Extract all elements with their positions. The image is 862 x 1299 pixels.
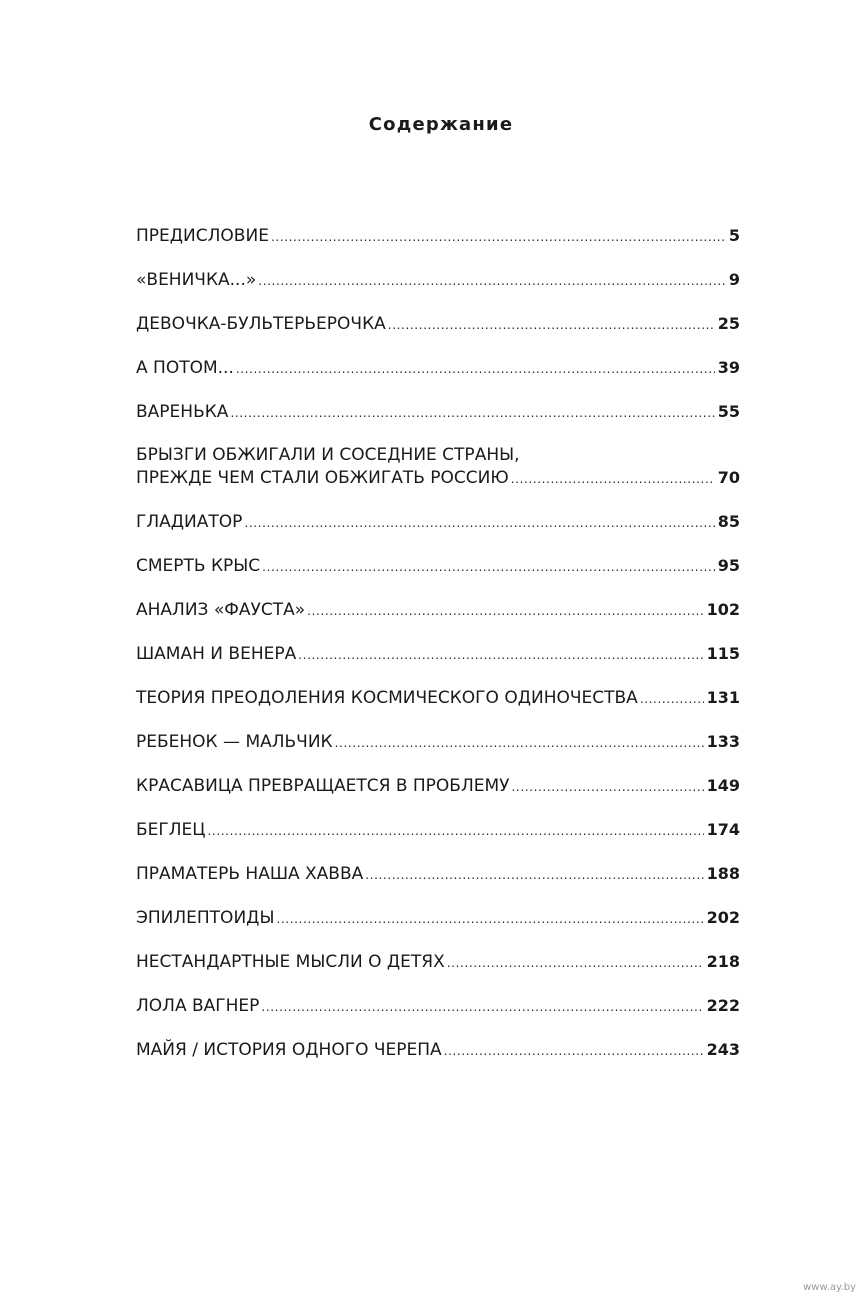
dot-leader — [335, 733, 704, 755]
site-watermark: www.ay.by — [803, 1282, 856, 1293]
toc-entry — [136, 599, 740, 623]
toc-entry — [136, 819, 740, 843]
toc-entry — [136, 863, 740, 887]
toc-page-number: 102 — [706, 599, 740, 619]
toc-entry-row — [136, 995, 740, 1019]
toc-entry-title-line: БРЫЗГИ ОБЖИГАЛИ И СОСЕДНИЕ СТРАНЫ, — [136, 445, 520, 465]
dot-leader — [271, 227, 726, 249]
toc-entry — [136, 775, 740, 799]
toc-entry-title: МАЙЯ / ИСТОРИЯ ОДНОГО ЧЕРЕПА — [136, 1039, 442, 1060]
toc-page-number: 222 — [706, 995, 740, 1015]
toc-entry — [136, 731, 740, 755]
toc-page-number: 218 — [706, 951, 740, 971]
toc-entry — [136, 951, 740, 975]
toc-entry-row — [136, 401, 740, 425]
toc-entry-title: ПРАМАТЕРЬ НАША ХАВВА — [136, 863, 364, 884]
toc-entry-title: «ВЕНИЧКА...» — [136, 270, 257, 290]
toc-entry — [136, 687, 740, 711]
toc-entry-row — [136, 907, 740, 931]
toc-page-number: 85 — [717, 511, 740, 531]
toc-entry-row — [136, 555, 740, 579]
dot-leader — [261, 997, 703, 1019]
toc-entry-row — [136, 511, 740, 535]
toc-entry-row — [136, 269, 740, 293]
toc-entry-title: ЛОЛА ВАГНЕР — [136, 995, 260, 1016]
dot-leader — [512, 777, 704, 799]
toc-entry — [136, 511, 740, 535]
toc-entry-title: ПРЕЖДЕ ЧЕМ СТАЛИ ОБЖИГАТЬ РОССИЮ — [136, 467, 509, 488]
toc-entry-row — [136, 951, 740, 975]
toc-page-number: 131 — [706, 687, 740, 707]
dot-leader — [307, 601, 703, 623]
dot-leader — [244, 513, 714, 535]
toc-entry-title: ГЛАДИАТОР — [136, 511, 243, 532]
toc-entry-title: А ПОТОМ... — [136, 358, 234, 378]
toc-entry — [136, 401, 740, 425]
toc-entry-title: ТЕОРИЯ ПРЕОДОЛЕНИЯ КОСМИЧЕСКОГО ОДИНОЧЕСТВА — [136, 687, 638, 708]
toc-entry-title: НЕСТАНДАРТНЫЕ МЫСЛИ О ДЕТЯХ — [136, 951, 445, 972]
toc-entry-row — [136, 357, 740, 381]
toc-entry — [136, 269, 740, 293]
toc-entry — [136, 1039, 740, 1063]
toc-entry-title: СМЕРТЬ КРЫС — [136, 555, 261, 576]
toc-page-number: 149 — [706, 775, 740, 795]
toc-entry — [136, 907, 740, 931]
dot-leader — [640, 689, 704, 711]
toc-entry-title: ПРЕДИСЛОВИЕ — [136, 226, 269, 246]
toc-page-number: 55 — [717, 402, 740, 421]
table-of-contents — [136, 225, 740, 1083]
toc-entry-row — [136, 1039, 740, 1063]
toc-entry-row — [136, 467, 740, 491]
page-title: Содержание — [368, 114, 514, 135]
toc-entry-title: ВАРЕНЬКА — [136, 402, 229, 422]
toc-entry — [136, 357, 740, 381]
dot-leader — [258, 271, 726, 293]
toc-entry-title: АНАЛИЗ «ФАУСТА» — [136, 599, 306, 620]
toc-entry-row — [136, 599, 740, 623]
toc-page-number: 95 — [717, 555, 740, 575]
toc-entry — [136, 643, 740, 667]
toc-entry — [136, 225, 740, 249]
toc-entry-row — [136, 313, 740, 337]
toc-entry-row — [136, 225, 740, 249]
toc-entry-row — [136, 731, 740, 755]
toc-entry-title: КРАСАВИЦА ПРЕВРАЩАЕТСЯ В ПРОБЛЕМУ — [136, 775, 510, 796]
toc-entry-row — [136, 643, 740, 667]
toc-page-number: 174 — [706, 819, 740, 839]
toc-page-number: 133 — [706, 731, 740, 751]
toc-entry-row — [136, 819, 740, 843]
dot-leader — [236, 359, 715, 381]
toc-page-number: 5 — [728, 226, 740, 245]
toc-entry-title: ЭПИЛЕПТОИДЫ — [136, 907, 275, 928]
dot-leader — [276, 909, 703, 931]
dot-leader — [208, 821, 704, 843]
toc-entry — [136, 313, 740, 337]
dot-leader — [230, 403, 714, 425]
toc-entry-title: ДЕВОЧКА-БУЛЬТЕРЬЕРОЧКА — [136, 314, 386, 334]
toc-entry-row — [136, 863, 740, 887]
toc-page-number: 39 — [717, 358, 740, 377]
toc-page-number: 115 — [706, 643, 740, 663]
toc-entry-title: РЕБЕНОК — МАЛЬЧИК — [136, 731, 333, 752]
dot-leader — [365, 865, 703, 887]
toc-page-number: 25 — [717, 314, 740, 333]
toc-page-number: 243 — [706, 1039, 740, 1059]
toc-page-number: 9 — [728, 270, 740, 289]
dot-leader — [262, 557, 715, 579]
toc-page-number: 70 — [717, 467, 740, 487]
dot-leader — [511, 469, 715, 491]
toc-page-number: 202 — [706, 907, 740, 927]
toc-entry — [136, 555, 740, 579]
toc-entry-row — [136, 775, 740, 799]
toc-entry-title: ШАМАН И ВЕНЕРА — [136, 643, 297, 664]
toc-entry-title: БЕГЛЕЦ — [136, 819, 206, 840]
dot-leader — [447, 953, 704, 975]
dot-leader — [444, 1041, 704, 1063]
toc-entry-row — [136, 687, 740, 711]
toc-entry — [136, 445, 740, 490]
toc-entry — [136, 995, 740, 1019]
dot-leader — [298, 645, 703, 667]
dot-leader — [388, 315, 715, 337]
toc-page-number: 188 — [706, 863, 740, 883]
